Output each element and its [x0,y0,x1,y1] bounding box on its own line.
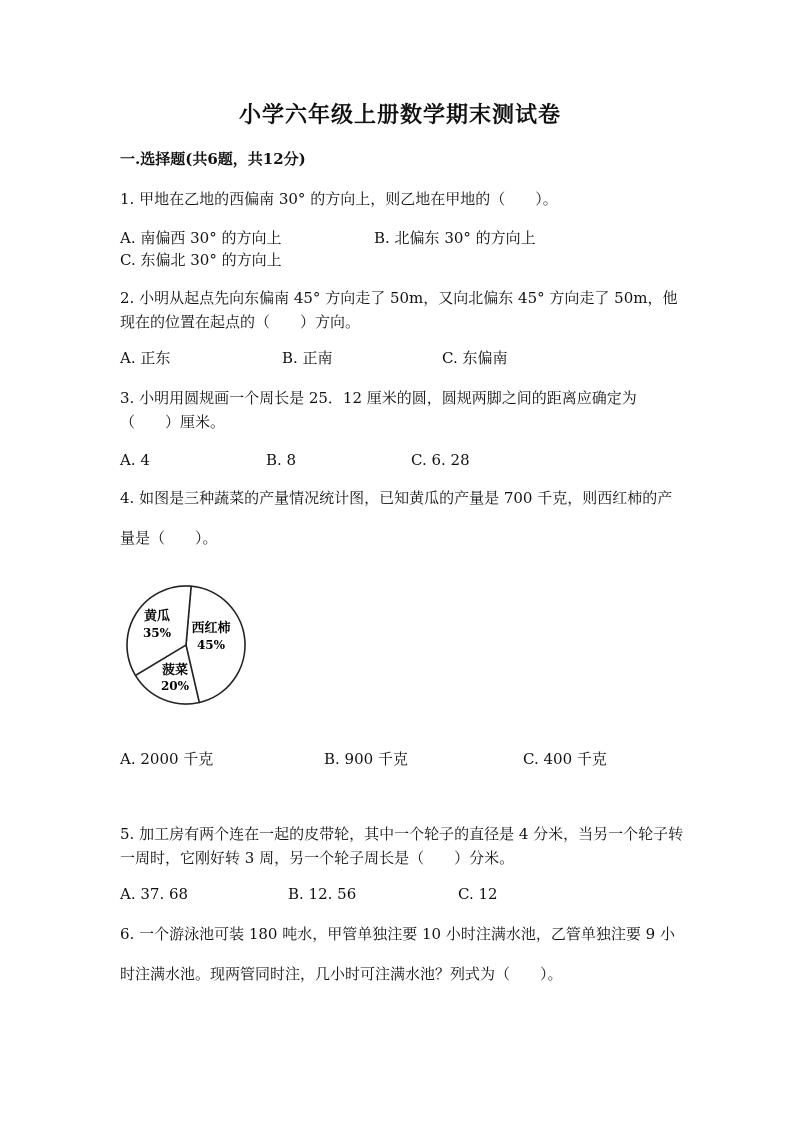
question-5-option-a[interactable]: A. 37. 68 [120,885,189,903]
question-3-option-c[interactable]: C. 6. 28 [411,451,470,469]
question-5-stem: 5. 加工房有两个连在一起的皮带轮，其中一个轮子的直径是 4 分米，当另一个轮子转一周时，它刚好转 3 周，另一个轮子周长是（ ）分米。 [120,825,684,867]
pie-value-xihongshi: 45% [196,638,226,652]
section-title: 一.选择题(共6题，共12分) [120,150,306,168]
question-1-stem: 1. 甲地在乙地的西偏南 30° 的方向上，则乙地在甲地的（ ）。 [120,190,558,208]
question-1-options [120,227,685,271]
question-2-stem: 2. 小明从起点先向东偏南 45° 方向走了 50m，又向北偏东 45° 方向走了 50m，他现在的位置在起点的（ ）方向。 [120,289,678,331]
question-5-option-b[interactable]: B. 12. 56 [288,885,357,903]
question-4-option-c[interactable]: C. 400 千克 [523,750,607,768]
question-2-option-b[interactable]: B. 正南 [282,349,333,367]
pie-label-xihongshi: 西红柿 [191,621,231,636]
question-1-option-a[interactable]: A. 南偏西 30° 的方向上 [120,229,282,247]
question-4-stem: 4. 如图是三种蔬菜的产量情况统计图，已知黄瓜的产量是 700 千克，则西红柿的产量是（ ）。 [120,489,673,547]
page-title: 小学六年级上册数学期末测试卷 [238,102,561,128]
pie-label-huanggua: 黄瓜 [143,609,171,624]
pie-value-huanggua: 35% [142,626,172,640]
question-2-option-c[interactable]: C. 东偏南 [442,349,508,367]
question-6-stem: 6. 一个游泳池可装 180 吨水，甲管单独注要 10 小时注满水池，乙管单独注要 9 小时注满水池。现两管同时注，几小时可注满水池？列式为（ ）。 [120,925,675,983]
question-1-option-b[interactable]: B. 北偏东 30° 的方向上 [374,229,536,247]
question-3-option-b[interactable]: B. 8 [266,451,297,469]
question-3-option-a[interactable]: A. 4 [120,451,150,469]
question-3-stem: 3. 小明用圆规画一个周长是 25．12 厘米的圆，圆规两脚之间的距离应确定为（ ）厘米。 [120,389,637,431]
pie-chart [121,582,251,712]
question-5-option-c[interactable]: C. 12 [458,885,498,903]
question-4-option-b[interactable]: B. 900 千克 [324,750,408,768]
question-2-option-a[interactable]: A. 正东 [120,349,171,367]
pie-label-bocai: 菠菜 [161,663,189,678]
question-4-option-a[interactable]: A. 2000 千克 [120,750,214,768]
pie-value-bocai: 20% [160,679,190,693]
question-1-option-c[interactable]: C. 东偏北 30° 的方向上 [120,251,282,269]
